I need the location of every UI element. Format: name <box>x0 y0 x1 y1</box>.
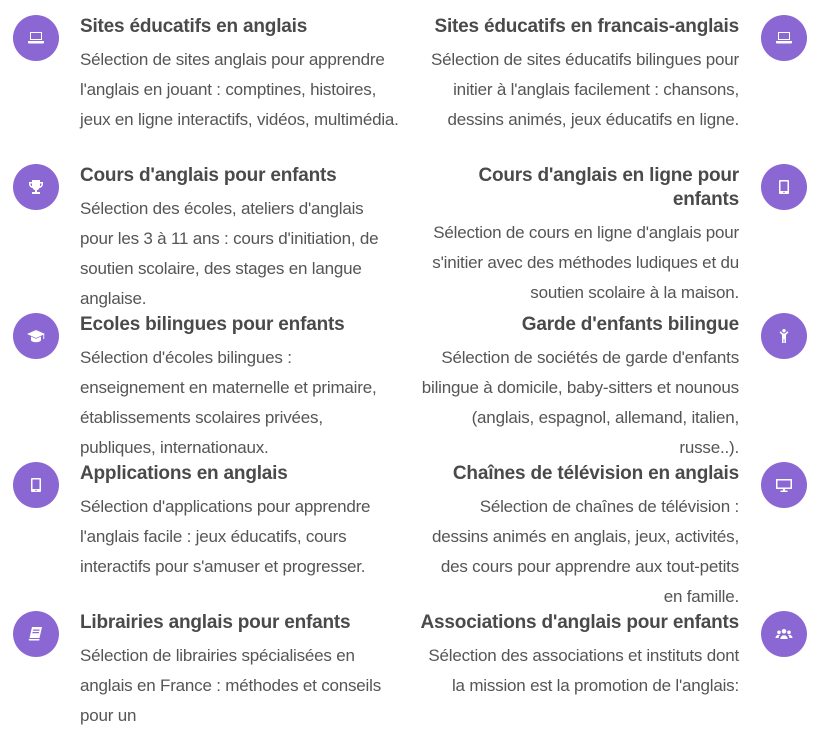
feature-title[interactable]: Ecoles bilingues pour enfants <box>80 314 345 335</box>
feature-title[interactable]: Sites éducatifs en anglais <box>80 16 308 37</box>
feature-card <box>80 462 400 582</box>
feature-title[interactable]: Chaînes de télévision en anglais <box>452 463 739 484</box>
feature-description: Sélection de sites anglais pour apprendre l'anglais en jouant : comptines, histoires, jeux en ligne interactifs, vidéos, multimédia. <box>80 50 399 129</box>
feature-description: Sélection des écoles, ateliers d'anglais pour les 3 à 11 ans : cours d'initiation, de soutien scolaire, des stages en langue anglaise. <box>80 199 379 308</box>
feature-description: Sélection de cours en ligne d'anglais pour s'initier avec des méthodes ludiques et du soutien scolaire à la maison. <box>432 223 739 302</box>
feature-card <box>419 611 739 701</box>
book-icon <box>13 611 59 657</box>
feature-card <box>80 164 400 314</box>
feature-card <box>419 164 739 308</box>
laptop-icon <box>13 15 59 61</box>
feature-description: Sélection de sites éducatifs bilingues pour initier à l'anglais facilement : chansons, dessins animés, jeux éducatifs en ligne. <box>431 50 739 129</box>
feature-card <box>419 15 739 135</box>
feature-title[interactable]: Librairies anglais pour enfants <box>80 612 351 633</box>
feature-description: Sélection de chaînes de télévision : dessins animés en anglais, jeux, activités, des cours pour apprendre aux tout-petits en famille. <box>431 497 739 606</box>
laptop-icon <box>761 15 807 61</box>
feature-card <box>419 313 739 463</box>
feature-title[interactable]: Garde d'enfants bilingue <box>521 314 739 335</box>
feature-description: Sélection d'applications pour apprendre l'anglais facile : jeux éducatifs, cours interactifs pour s'amuser et progresser. <box>80 497 371 576</box>
tablet-icon <box>13 462 59 508</box>
feature-title[interactable]: Applications en anglais <box>80 463 288 484</box>
feature-card <box>80 611 400 731</box>
child-icon <box>761 313 807 359</box>
feature-card <box>419 462 739 612</box>
feature-title[interactable]: Sites éducatifs en francais-anglais <box>434 16 739 37</box>
feature-description: Sélection des associations et instituts dont la mission est la promotion de l'anglais: <box>428 646 739 695</box>
feature-card <box>80 15 400 135</box>
tablet-icon <box>761 164 807 210</box>
trophy-icon <box>13 164 59 210</box>
monitor-icon <box>761 462 807 508</box>
feature-title[interactable]: Cours d'anglais en ligne pour enfants <box>478 165 739 210</box>
graduation-cap-icon <box>13 313 59 359</box>
feature-title[interactable]: Associations d'anglais pour enfants <box>420 612 739 633</box>
feature-description: Sélection de sociétés de garde d'enfants bilingue à domicile, baby-sitters et nounous (anglais, espagnol, allemand, italien, russe..). <box>421 348 739 457</box>
feature-card <box>80 313 400 463</box>
users-icon <box>761 611 807 657</box>
feature-title[interactable]: Cours d'anglais pour enfants <box>80 165 337 186</box>
feature-description: Sélection d'écoles bilingues : enseignement en maternelle et primaire, établissements scolaires privées, publiques, internationaux. <box>80 348 377 457</box>
feature-description: Sélection de librairies spécialisées en anglais en France : méthodes et conseils pour un <box>80 646 382 725</box>
